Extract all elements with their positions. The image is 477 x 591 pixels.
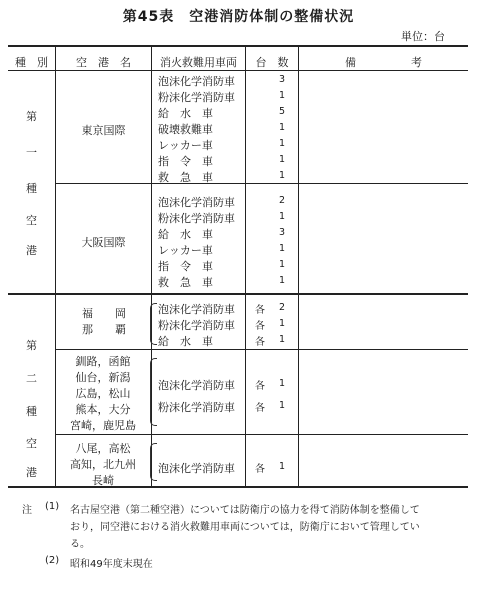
group-brace <box>150 443 157 481</box>
vehicle-item: 救 急 車 <box>158 171 213 184</box>
category1-char: 一 <box>26 146 37 159</box>
category1-char: 港 <box>26 244 37 257</box>
airport-name: 高知，北九州 <box>70 458 136 471</box>
table-title: 第45表 空港消防体制の整備状況 <box>122 9 355 25</box>
header-airport: 空 港 名 <box>76 56 131 69</box>
airport-name: 仙台，新潟 <box>75 371 131 384</box>
each-marker: 各 <box>255 305 265 316</box>
vehicle-item: 指 令 車 <box>158 155 213 168</box>
count-value: 1 <box>278 400 285 411</box>
each-marker: 各 <box>255 464 265 475</box>
category2-char: 港 <box>26 466 37 479</box>
category1-char: 空 <box>26 214 37 227</box>
airport-name: 熊本，大分 <box>75 403 131 416</box>
note-label: 注 <box>22 505 32 516</box>
count-value: 1 <box>278 275 285 286</box>
vehicle-item: 泡沫化学消防車 <box>158 462 235 475</box>
vehicle-item: 粉沫化学消防車 <box>158 212 235 225</box>
vehicle-item: 給 水 車 <box>158 107 213 120</box>
vehicle-item: レッカー車 <box>158 244 213 257</box>
header-vehicle: 消火救難用車両 <box>160 56 237 69</box>
airport-name: 広島，松山 <box>75 387 131 400</box>
group-brace <box>150 358 157 426</box>
row-divider-group3 <box>55 434 468 435</box>
airport-name: 那 覇 <box>82 323 126 336</box>
count-value: 1 <box>278 318 285 329</box>
category1-char: 第 <box>26 110 37 123</box>
note-2-mark: (2) <box>45 555 60 566</box>
count-value: 2 <box>278 302 285 313</box>
count-value: 1 <box>278 138 285 149</box>
each-marker: 各 <box>255 321 265 332</box>
note-1-mark: (1) <box>45 501 60 512</box>
airport-osaka: 大阪国際 <box>81 236 126 249</box>
col-divider-3 <box>245 46 246 486</box>
airport-name: 長崎 <box>92 474 114 487</box>
row-divider-group2 <box>55 349 468 350</box>
category2-char: 二 <box>26 372 37 385</box>
vehicle-item: レッカー車 <box>158 139 213 152</box>
category2-char: 第 <box>26 339 37 352</box>
each-marker: 各 <box>255 403 265 414</box>
airport-name: 釧路，函館 <box>75 355 131 368</box>
vehicle-item: 破壊救難車 <box>158 123 213 136</box>
category2-char: 空 <box>26 437 37 450</box>
table-top-border <box>8 45 468 47</box>
col-divider-4 <box>298 46 299 486</box>
airport-name: 宮崎，鹿児島 <box>70 419 136 432</box>
count-value: 3 <box>278 74 285 85</box>
group-brace <box>150 303 157 345</box>
vehicle-item: 給 水 車 <box>158 228 213 241</box>
each-marker: 各 <box>255 337 265 348</box>
vehicle-item: 泡沫化学消防車 <box>158 303 235 316</box>
header-category: 種 別 <box>15 56 48 69</box>
col-divider-1 <box>55 46 56 486</box>
airport-tokyo: 東京国際 <box>81 124 126 137</box>
count-value: 1 <box>278 170 285 181</box>
count-value: 1 <box>278 378 285 389</box>
count-value: 1 <box>278 122 285 133</box>
header-bottom-border <box>8 70 468 71</box>
note-2-text: 昭和49年度末現在 <box>70 559 153 570</box>
count-value: 1 <box>278 259 285 270</box>
each-marker: 各 <box>255 381 265 392</box>
count-value: 3 <box>278 227 285 238</box>
category-divider <box>8 293 468 295</box>
note-1-line: 名古屋空港（第二種空港）については防衛庁の協力を得て消防体制を整備して <box>70 505 420 516</box>
vehicle-item: 粉沫化学消防車 <box>158 319 235 332</box>
vehicle-item: 粉沫化学消防車 <box>158 91 235 104</box>
category1-char: 種 <box>26 182 37 195</box>
note-1-line: おり，同空港における消火救難用車両については，防衛庁において管理してい <box>70 522 420 533</box>
count-value: 5 <box>278 106 285 117</box>
row-divider-osaka <box>55 183 468 184</box>
vehicle-item: 指 令 車 <box>158 260 213 273</box>
count-value: 1 <box>278 211 285 222</box>
unit-label: 単位：台 <box>401 30 445 43</box>
note-1-line: る。 <box>70 539 90 550</box>
count-value: 1 <box>278 154 285 165</box>
airport-name: 八尾，高松 <box>75 442 131 455</box>
count-value: 1 <box>278 90 285 101</box>
vehicle-item: 救 急 車 <box>158 276 213 289</box>
count-value: 1 <box>278 243 285 254</box>
count-value: 1 <box>278 461 285 472</box>
count-value: 2 <box>278 195 285 206</box>
vehicle-item: 泡沫化学消防車 <box>158 379 235 392</box>
vehicle-item: 給 水 車 <box>158 335 213 348</box>
vehicle-item: 粉沫化学消防車 <box>158 401 235 414</box>
header-remarks: 備 考 <box>345 56 422 69</box>
vehicle-item: 泡沫化学消防車 <box>158 75 235 88</box>
category2-char: 種 <box>26 405 37 418</box>
vehicle-item: 泡沫化学消防車 <box>158 196 235 209</box>
header-count: 台 数 <box>255 56 289 69</box>
airport-name: 福 岡 <box>82 307 126 320</box>
count-value: 1 <box>278 334 285 345</box>
